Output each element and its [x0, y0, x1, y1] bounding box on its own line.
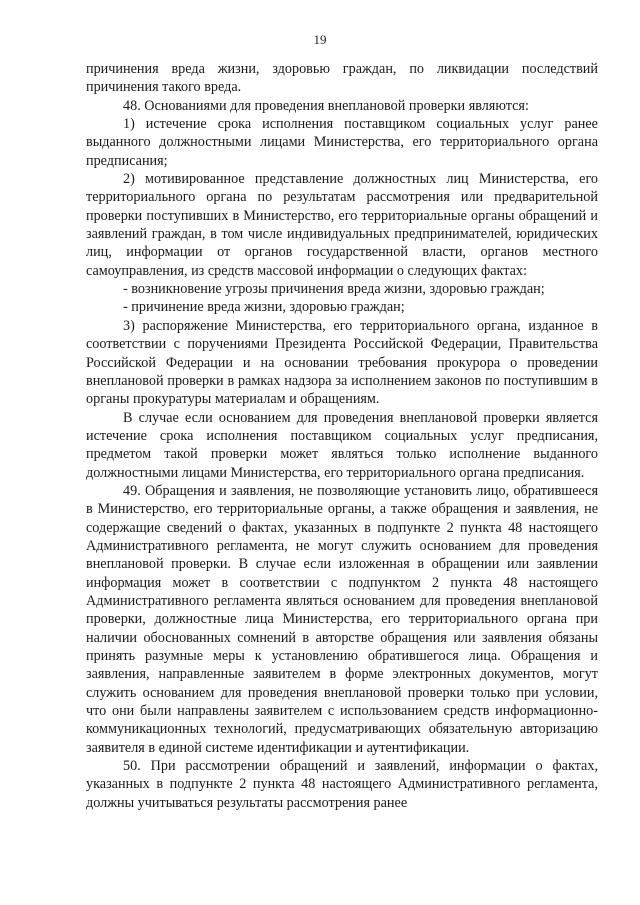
paragraph-subitem-3: 3) распоряжение Министерства, его территориального органа, изданное в соответствии с поручениями Президента Российской Федерации, Правительства Российской Федерации и на основании требования прокурора о проведении внеплановой проверки в рамках надзора за исполнением законов по поступившим в органы прокуратуры материалам и обращениям. [86, 317, 598, 408]
paragraph-subitem-2: 2) мотивированное представление должностных лиц Министерства, его территориального органа по результатам рассмотрения или предварительной проверки поступивших в Министерство, его территориальные органы обращений и заявлений граждан, в том числе индивидуальных предпринимателей, юридических лиц, информации от органов государственной власти, органов местного самоуправления, из средств массовой информации о следующих фактах: [86, 171, 598, 279]
paragraph-item-49: 49. Обращения и заявления, не позволяющие установить лицо, обратившееся в Министерство, его территориальные органы, а также обращения и заявления, не содержащие сведений о фактах, указанных в подпункте 2 пункта 48 настоящего Административного регламента, не могут служить основанием для проведения внеплановой проверки. В случае если изложенная в обращении или заявлении информация может в соответствии с подпунктом 2 пункта 48 настоящего Административного регламента являться основанием для проведения внеплановой проверки, должностные лица Министерства, его территориального органа при наличии обоснованных сомнений в авторстве обращения или заявления обязаны принять разумные меры к установлению обратившегося лица. Обращения и заявления, направленные заявителем в форме электронных документов, могут служить основанием для проведения внеплановой проверки только при условии, что они были направлены заявителем с использованием средств информационно-коммуникационных технологий, предусматривающих обязательную авторизацию заявителя в единой системе идентификации и аутентификации. [86, 482, 598, 756]
page-number: 19 [313, 32, 327, 47]
paragraph-dash-threat: - возникновение угрозы причинения вреда жизни, здоровью граждан; [123, 281, 545, 298]
paragraph-case-expiry: В случае если основанием для проведения внеплановой проверки является истечение срока исполнения поставщиком социальных услуг предписания, предметом такой проверки может являться только исполнение выданного должностными лицами Министерства, его территориального органа предписания. [86, 409, 598, 481]
paragraph-subitem-1: 1) истечение срока исполнения поставщиком социальных услуг ранее выданного должностными лицами Министерства, его территориального органа предписания; [86, 116, 598, 169]
document-body [86, 60, 598, 812]
paragraph-continuation: причинения вреда жизни, здоровью граждан, по ликвидации последствий причинения такого вреда. [86, 61, 598, 96]
paragraph-item-48: 48. Основаниями для проведения внеплановой проверки являются: [123, 97, 529, 114]
paragraph-item-50: 50. При рассмотрении обращений и заявлений, информации о фактах, указанных в подпункте 2 пункта 48 настоящего Административного регламента, должны учитываться результаты рассмотрения ранее [86, 758, 598, 811]
paragraph-dash-harm: - причинение вреда жизни, здоровью граждан; [123, 299, 405, 316]
